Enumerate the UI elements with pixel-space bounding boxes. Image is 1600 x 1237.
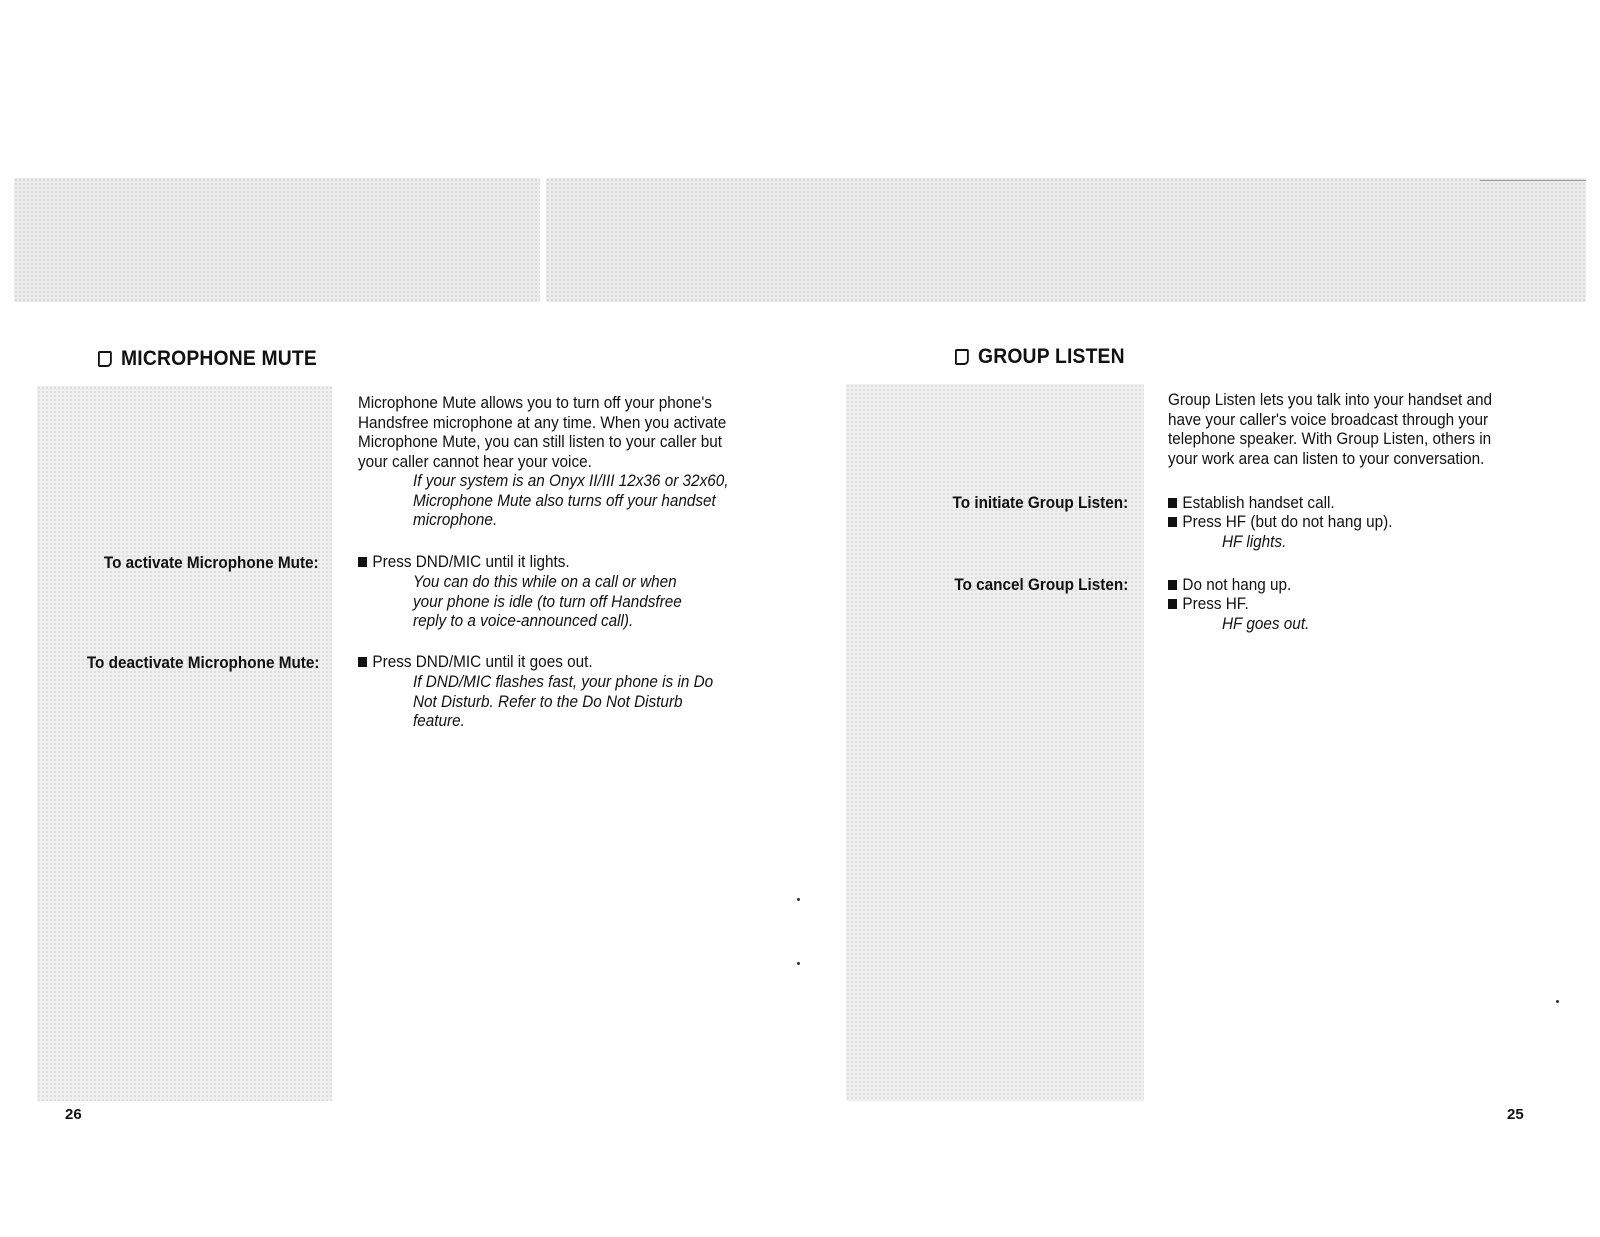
initiate-step-2 [1168,512,1392,532]
scan-speck [1556,1000,1559,1003]
microphone-mute-intro-note: If your system is an Onyx II/III 12x36 or 32x60, Microphone Mute also turns off your handset microphone. [413,471,729,529]
bullet-icon [1168,498,1177,508]
bullet-icon [358,657,367,667]
section-title-text: GROUP LISTEN [978,345,1125,368]
header-band-left [14,178,540,302]
activate-step-text: Press DND/MIC until it lights. [372,552,570,571]
initiate-step-2-text: Press HF (but do not hang up). [1182,512,1393,531]
cancel-step-2-text: Press HF. [1182,594,1249,613]
group-listen-title [955,345,1125,369]
microphone-mute-intro: Microphone Mute allows you to turn off your phone's Handsfree microphone at any time. When you activate Microphone Mute, you can still listen to your caller but your caller cannot hear your voice. [358,393,727,471]
checkbox-icon [955,349,969,365]
deactivate-label: To deactivate Microphone Mute: [86,653,319,672]
cancel-label: To cancel Group Listen: [954,575,1128,594]
initiate-step-1 [1168,493,1335,513]
header-band-rule [1480,180,1586,181]
header-band-right [546,178,1586,302]
deactivate-note: If DND/MIC flashes fast, your phone is in Do Not Disturb. Refer to the Do Not Disturb feature. [413,672,714,730]
activate-note: You can do this while on a call or when your phone is idle (to turn off Handsfree reply to a voice-announced call). [413,572,682,630]
activate-label: To activate Microphone Mute: [104,553,319,572]
bullet-icon [1168,517,1177,527]
bullet-icon [1168,580,1177,590]
group-listen-intro: Group Listen lets you talk into your handset and have your caller's voice broadcast through your telephone speaker. With Group Listen, others in your work area can listen to your conversation. [1168,390,1493,468]
right-label-column-shade [846,384,1144,1101]
bullet-icon [358,557,367,567]
section-title-text: MICROPHONE MUTE [121,347,317,370]
activate-step [358,552,570,572]
microphone-mute-title [98,347,317,371]
deactivate-step [358,652,593,672]
left-label-column-shade [37,386,332,1101]
initiate-note: HF lights. [1222,532,1287,551]
checkbox-icon [98,351,112,367]
cancel-note: HF goes out. [1222,614,1310,633]
bullet-icon [1168,599,1177,609]
scan-speck [797,962,800,965]
initiate-step-1-text: Establish handset call. [1182,493,1335,512]
cancel-step-2 [1168,594,1249,614]
cancel-step-1 [1168,575,1291,595]
cancel-step-1-text: Do not hang up. [1182,575,1292,594]
page-number-left: 26 [65,1106,82,1123]
initiate-label: To initiate Group Listen: [952,493,1128,512]
deactivate-step-text: Press DND/MIC until it goes out. [372,652,593,671]
scan-speck [797,898,800,901]
page-number-right: 25 [1507,1106,1524,1123]
